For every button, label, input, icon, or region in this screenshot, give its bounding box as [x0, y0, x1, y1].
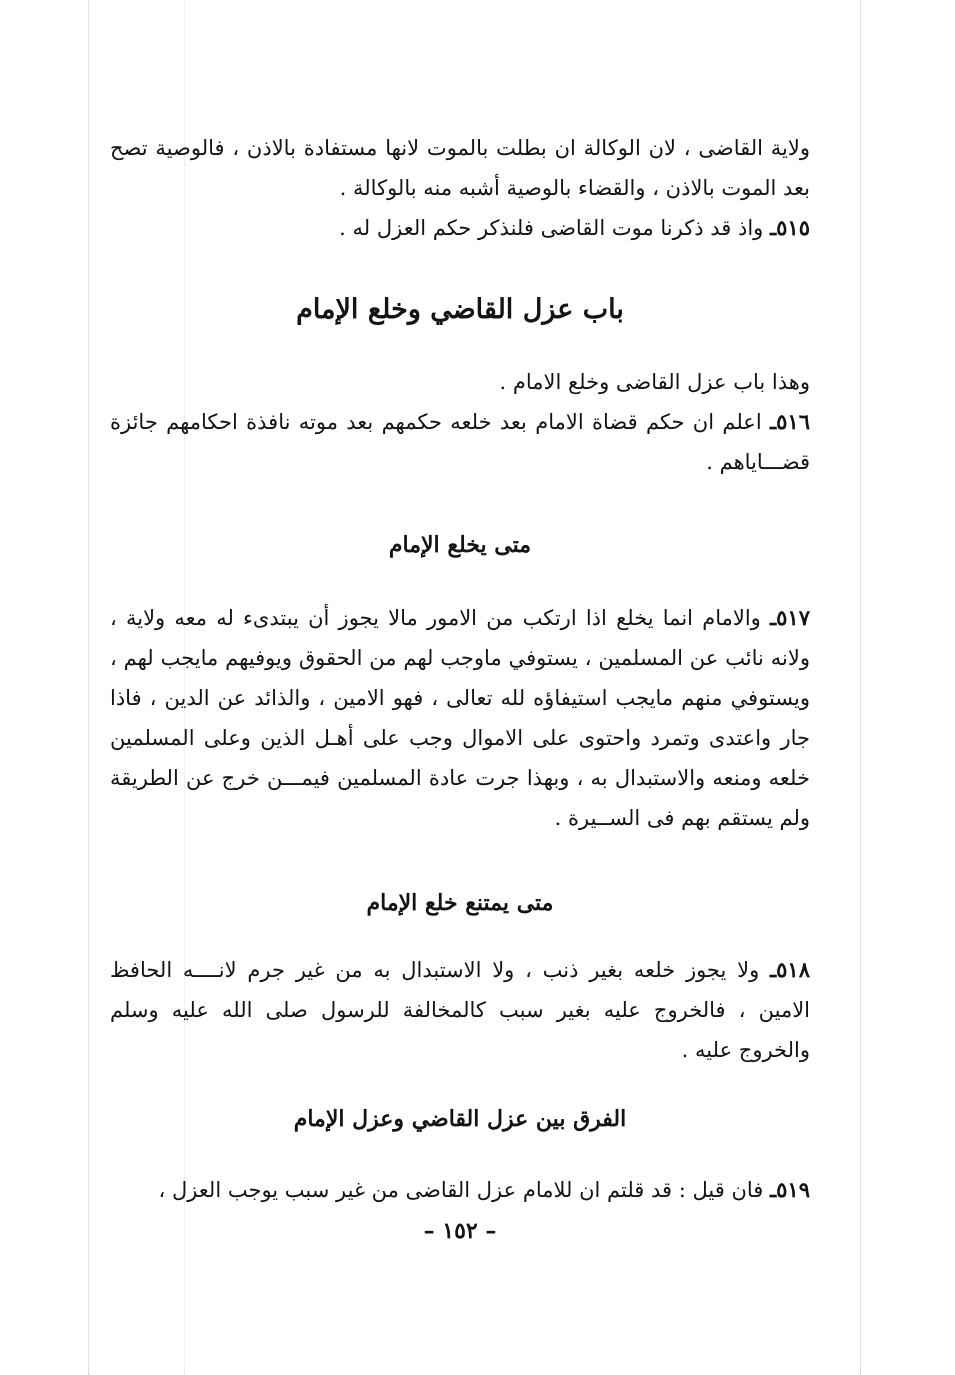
paragraph-number: ٥١٥ـ	[770, 215, 810, 240]
paragraph-515	[110, 208, 810, 248]
section-heading-when-not-deposed: متى يمتنع خلع الإمام	[366, 890, 554, 916]
paragraph-518	[110, 950, 810, 1070]
paragraph-text: والامام انما يخلع اذا ارتكب من الامور مالا يجوز أن يبتدىء له معه ولاية ، ولانه نائب عن المسلمين ، يستوفي ماوجب لهم من الحقوق ويوفيهم مايجب لهم ، ويستوفي منهم مايجب استيفاؤه لله تعالى ، فهو الامين ، والذائد عن الدين ، فاذا جار واعتدى وتمرد واحتوى على الاموال وجب على أهـل الذين وعلى المسلمين خلعه ومنعه والاستبدال به ، وبهذا جرت عادة المسلمين فيمـــن خرج عن الطريقة ولم يستقم بهم فى الســيرة .	[110, 606, 810, 830]
paragraph-text: ولا يجوز خلعه بغير ذنب ، ولا الاستبدال به من غير جرم لانــــه الحافظ الامين ، فالخروج عليه بغير سبب كالمخالفة للرسول صلى الله عليه وسلم والخروج عليه .	[110, 958, 810, 1062]
paragraph-text: فان قيل : قد قلتم ان للامام عزل القاضى من غير سبب يوجب العزل ،	[158, 1178, 764, 1202]
scan-guide-line	[88, 0, 89, 1375]
paragraph-517	[110, 598, 810, 838]
paragraph-number: ٥١٨ـ	[769, 957, 810, 982]
chapter-intro-paragraph: وهذا باب عزل القاضى وخلع الامام .	[499, 370, 810, 394]
page-number: – ١٥٢ –	[423, 1218, 497, 1244]
paragraph-text: واذ قد ذكرنا موت القاضى فلنذكر حكم العزل له .	[339, 216, 764, 240]
intro-block	[110, 128, 810, 248]
paragraph-text: اعلم ان حكم قضاة الامام بعد خلعه حكمهم بعد موته نافذة احكامهم جائزة قضـــاياهم .	[110, 410, 810, 474]
section-block-519	[110, 1170, 810, 1210]
section-heading-difference: الفرق بين عزل القاضي وعزل الإمام	[293, 1106, 627, 1132]
paragraph-number: ٥١٩ـ	[770, 1177, 810, 1202]
section-block-517	[110, 598, 810, 838]
intro-paragraph: ولاية القاضى ، لان الوكالة ان بطلت بالموت لانها مستفادة بالاذن ، فالوصية تصح بعد الموت بالاذن ، والقضاء بالوصية أشبه منه بالوكالة .	[110, 136, 810, 200]
section-block-518	[110, 950, 810, 1070]
chapter-intro-block	[110, 362, 810, 482]
paragraph-number: ٥١٦ـ	[769, 409, 810, 434]
paragraph-519	[110, 1170, 810, 1210]
chapter-heading: باب عزل القاضي وخلع الإمام	[296, 294, 624, 325]
paragraph-number: ٥١٧ـ	[770, 605, 810, 630]
paragraph-516	[110, 402, 810, 482]
section-heading-when-deposed: متى يخلع الإمام	[388, 532, 532, 558]
scan-guide-line	[860, 0, 861, 1375]
